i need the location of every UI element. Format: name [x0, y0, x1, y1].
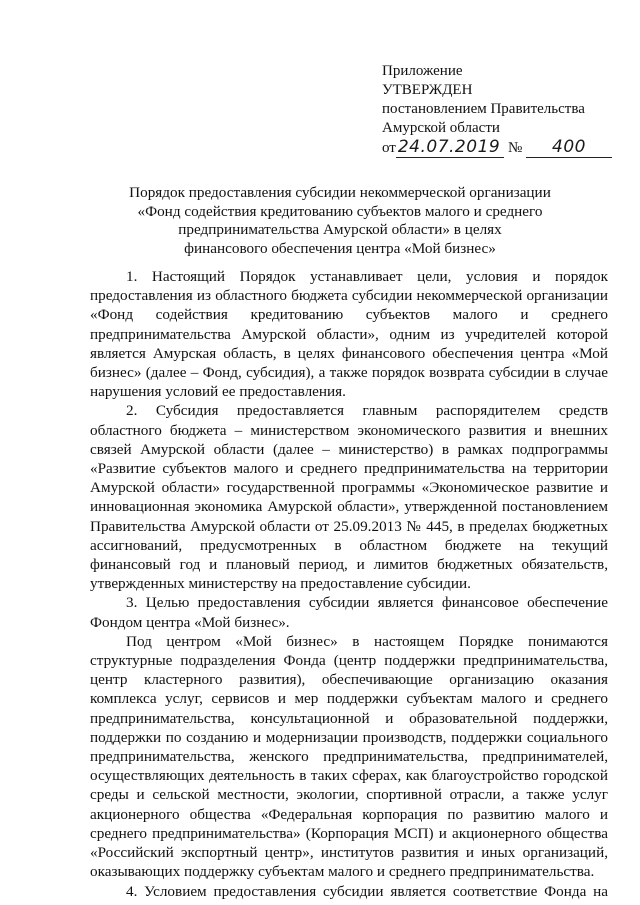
title-line: «Фонд содействия кредитованию субъектов малого и среднего [137, 202, 543, 220]
paragraph-3-definition: Под центром «Мой бизнес» в настоящем Порядке понимаются структурные подразделения Фонда (центр поддержки предпринимательства, центр кластерного развития), обеспечивающие организацию оказания комплекса услуг, сервисов и мер поддержки субъектам малого и среднего предпринимательства, консультационной и образовательной поддержки, поддержки по созданию и модернизации производств, поддержки социального предпринимательства, женского предпринимательства, предпринимателей, осуществляющих деятельность в таких сферах, как благоустройство городской среды и сельской местности, экологии, спортивной отрасли, а также услуг акционерного общества «Федеральная корпорация по развитию малого и среднего предпринимательства» (Корпорация МСП) и акционерного общества «Российский экспортный центр», институтов развития и иных организаций, оказывающих поддержку субъектам малого и среднего предпринимательства. [90, 632, 608, 881]
date-number-line [382, 138, 612, 158]
date-prefix: от [382, 140, 396, 156]
paragraph-1: 1. Настоящий Порядок устанавливает цели, условия и порядок предоставления из областного бюджета субсидии некоммерческой организации «Фонд содействия кредитованию субъектов малого и среднего предпринимательства Амурской области», одним из учредителей которой является Амурская область, в целях финансового обеспечения центра «Мой бизнес» (далее – Фонд, субсидия), а также порядок возврата субсидии в случае нарушения условий ее предоставления. [90, 268, 608, 401]
handwritten-date: 24.07.2019 [396, 138, 504, 158]
appendix-label: Приложение [382, 63, 463, 79]
paragraph-2: 2. Субсидия предоставляется главным распорядителем средств областного бюджета – министерством экономического развития и внешних связей Амурской области (далее – министерство) в рамках подпрограммы «Развитие субъектов малого и среднего предпринимательства на территории Амурской области» государственной программы «Экономическое развитие и инновационная экономика Амурской области», утвержденной постановлением Правительства Амурской области от 25.09.2013 № 445, в пределах бюджетных ассигнований, предусмотренных в областном бюджете на текущий финансовый год и плановый период, и лимитов бюджетных обязательств, утвержденных министерству на предоставление субсидии. [90, 402, 608, 593]
handwritten-number: 400 [526, 138, 612, 158]
title-line: финансового обеспечения центра «Мой бизнес» [184, 239, 496, 257]
approval-block [382, 62, 612, 158]
region-label: Амурской области [382, 120, 500, 136]
paragraph-4: 4. Условием предоставления субсидии является соответствие Фонда на [126, 882, 608, 900]
resolution-label: постановлением Правительства [382, 101, 585, 117]
approved-label: УТВЕРЖДЕН [382, 82, 473, 98]
document-body [90, 267, 608, 901]
paragraph-3: 3. Целью предоставления субсидии является финансовое обеспечение Фондом центра «Мой бизнес». [90, 594, 608, 631]
title-line: предпринимательства Амурской области» в целях [178, 221, 502, 238]
number-prefix: № [507, 140, 523, 156]
title-line: Порядок предоставления субсидии некоммерческой организации [129, 184, 551, 201]
document-title [80, 184, 600, 258]
